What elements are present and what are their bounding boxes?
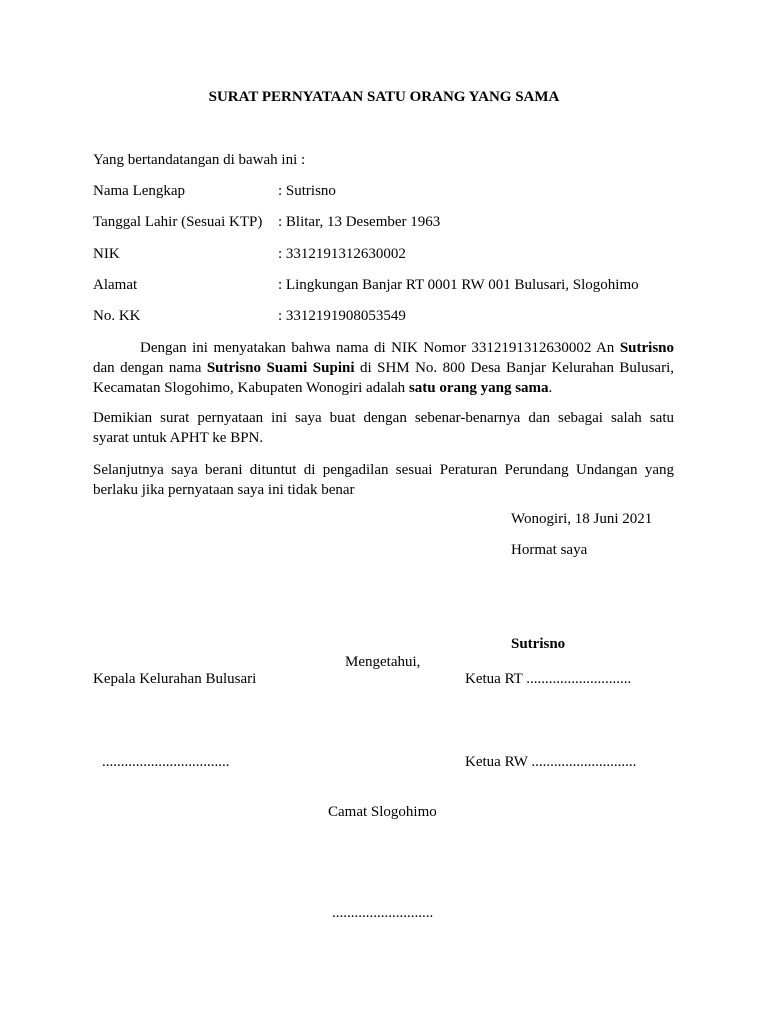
field-label: Alamat	[93, 277, 138, 293]
closing-text: Hormat saya	[511, 542, 588, 558]
alias-emphasis: Sutrisno Suami Supini	[206, 360, 355, 376]
signer-name: Sutrisno	[511, 636, 566, 652]
field-label: Tanggal Lahir (Sesuai KTP)	[93, 214, 263, 230]
kepala-signature-line: ..................................	[102, 754, 230, 770]
document-title: SURAT PERNYATAAN SATU ORANG YANG SAMA	[208, 89, 560, 105]
field-value: : Lingkungan Banjar RT 0001 RW 001 Bulusari, Slogohimo	[278, 277, 639, 293]
camat-label: Camat Slogohimo	[328, 804, 437, 820]
field-value: : Sutrisno	[278, 183, 336, 199]
kepala-kelurahan-label: Kepala Kelurahan Bulusari	[93, 671, 257, 687]
acknowledgement-heading: Mengetahui,	[345, 654, 421, 670]
field-value: : 3312191312630002	[278, 246, 406, 262]
purpose-paragraph: Demikian surat pernyataan ini saya buat dengan sebenar-benarnya dan sebagai salah satu syarat untuk APHT ke BPN.	[93, 410, 674, 446]
field-value: : 3312191908053549	[278, 308, 406, 324]
ketua-rw-label: Ketua RW ............................	[465, 754, 637, 770]
statement-paragraph: Dengan ini menyatakan bahwa nama di NIK Nomor 3312191312630002 An Sutrisno dan dengan nama Sutrisno Suami Supini di SHM No. 800 Desa Banjar Kelurahan Bulusari, Kecamatan Slogohimo, Kabupaten Wonogiri adalah satu orang yang sama.	[93, 340, 674, 396]
place-date: Wonogiri, 18 Juni 2021	[511, 511, 653, 527]
ketua-rt-label: Ketua RT ............................	[465, 671, 632, 687]
liability-paragraph: Selanjutnya saya berani dituntut di pengadilan sesuai Peraturan Perundang Undangan yang berlaku jika pernyataan saya ini tidak benar	[93, 462, 674, 498]
field-value: : Blitar, 13 Desember 1963	[278, 214, 441, 230]
field-label: NIK	[93, 246, 120, 262]
camat-signature-line: ...........................	[332, 905, 434, 921]
conclusion-emphasis: satu orang yang sama	[408, 380, 549, 396]
field-label: Nama Lengkap	[93, 183, 186, 199]
name-emphasis: Sutrisno	[619, 340, 674, 356]
field-label: No. KK	[93, 308, 141, 324]
intro-text: Yang bertandatangan di bawah ini :	[93, 152, 306, 168]
